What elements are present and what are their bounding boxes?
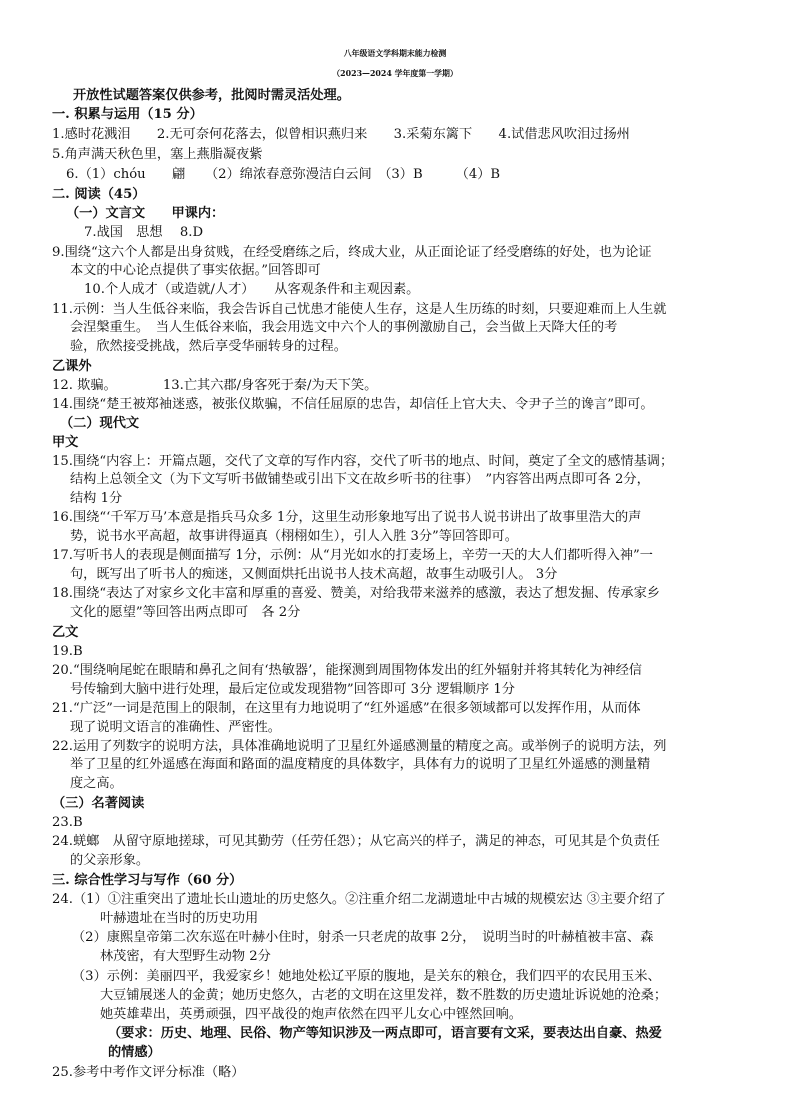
subsection-heading: 乙文 xyxy=(52,625,79,640)
answer-line: 6.（1）chóu 翩 （2）绵浓春意弥漫洁白云间 （3）B （4）B xyxy=(66,167,501,182)
answer-line: 现了说明文语言的准确性、严密性。 xyxy=(70,720,281,735)
subsection-heading: （二）现代文 xyxy=(60,416,140,431)
answer-line: 本文的中心论点提供了事实依据。”回答即可 xyxy=(70,263,321,278)
answer-line: （3）示例：美丽四平，我爱家乡！她地处松辽平原的腹地，是关东的粮仓，我们四平的农民用玉米、 xyxy=(72,969,661,984)
answer-line: 25.参考中考作文评分标准（略） xyxy=(52,1065,245,1080)
answer-line: 度之高。 xyxy=(70,776,123,791)
answer-line: 17.写听书人的表现是侧面描写 1分，示例：从“月光如水的打麦场上，辛劳一天的大人们都听得入神”一 xyxy=(52,548,653,563)
grading-notice: 开放性试题答案仅供参考，批阅时需灵活处理。 xyxy=(73,88,350,103)
answer-line: 结构 1分 xyxy=(70,491,123,506)
answer-line: 结构上总领全文（为下文写听书做铺垫或引出下文在故乡听书的往事） ”内容答出两点即可各 2分， xyxy=(70,472,650,487)
answer-line: 22.运用了列数字的说明方法，具体准确地说明了卫星红外遥感测量的精度之高。或举例子的说明方法，列 xyxy=(52,739,667,754)
answer-line: 叶赫遗址在当时的历史功用 xyxy=(100,911,259,926)
answer-line: 5.角声满天秋色里，塞上燕脂凝夜紫 xyxy=(52,147,263,162)
answer-line: 19.B xyxy=(52,644,83,659)
section-heading: 一. 积累与运用（15 分） xyxy=(52,107,203,122)
subsection-heading: （三）名著阅读 xyxy=(52,796,145,811)
answer-line: 大豆铺展迷人的金黄；她历史悠久，古老的文明在这里发祥，数不胜数的历史遗址诉说她的沧桑； xyxy=(100,988,668,1003)
answer-line: 1.感时花溅泪 2.无可奈何花落去，似曾相识燕归来 3.采菊东篱下 4.试借悲风吹泪过扬州 xyxy=(52,127,630,142)
subsection-heading: （一）文言文 甲课内： xyxy=(66,206,225,221)
answer-line: 20.“围绕响尾蛇在眼睛和鼻孔之间有‘热敏器’，能探测到周围物体发出的红外辐射并将其转化为神经信 xyxy=(52,663,642,678)
subsection-heading: 乙课外 xyxy=(52,359,92,374)
answer-line: 14.围绕“楚王被郑袖迷惑，被张仪欺骗，不信任屈原的忠告，却信任上官大夫、令尹子兰的谗言”即可。 xyxy=(52,397,654,412)
answer-line: 24.蜣螂 从留守原地搓球，可见其勤劳（任劳任怨）；从它高兴的样子，满足的神态，可见其是个负责任 xyxy=(52,834,660,849)
answer-line: 12. 欺骗。 13.亡其六郡/身客死于秦/为天下笑。 xyxy=(52,378,378,393)
answer-line: 的父亲形象。 xyxy=(70,853,150,868)
answer-line: （2）康熙皇帝第二次东巡在叶赫小住时，射杀一只老虎的故事 2分， 说明当时的叶赫植被丰富、森 xyxy=(72,930,654,945)
answer-line: 9.围绕“这六个人都是出身贫贱，在经受磨练之后，终成大业，从正面论证了经受磨练的好处，也为论证 xyxy=(52,245,652,260)
section-heading: 三. 综合性学习与写作（60 分） xyxy=(52,873,243,888)
answer-line: 号传输到大脑中进行处理，最后定位或发现猎物”回答即可 3分 逻辑顺序 1分 xyxy=(70,682,515,697)
answer-line: 18.围绕“表达了对家乡文化丰富和厚重的喜爱、赞美，对给我带来滋养的感激，表达了想发掘、传承家乡 xyxy=(52,586,660,601)
answer-line: 23.B xyxy=(52,815,83,830)
answer-line: 16.围绕“‘千军万马’本意是指兵马众多 1分，这里生动形象地写出了说书人说书讲出了故事里浩大的声 xyxy=(52,510,642,525)
answer-line: 句，既写出了听书人的痴迷，又侧面烘托出说书人技术高超，故事生动吸引人。 3分 xyxy=(70,567,558,582)
answer-line: 15.围绕“内容上：开篇点题，交代了文章的写作内容，交代了听书的地点、时间，奠定了全文的感情基调； xyxy=(52,454,674,469)
page-title: 八年级语文学科期末能力检测 xyxy=(343,49,447,58)
answer-line: 7.战国 思想 8.D xyxy=(84,225,204,240)
answer-line: 24.（1）①注重突出了遗址长山遗址的历史悠久。②注重介绍二龙湖遗址中古城的规模宏达 ③主要介绍了 xyxy=(52,892,666,907)
answer-line: 她英雄辈出，英勇顽强，四平战役的炮声依然在四平儿女心中铿然回响。 xyxy=(100,1007,522,1022)
answer-line: 21.“广泛”一词是范围上的限制，在这里有力地说明了“红外遥感”在很多领域都可以发挥作用，从而体 xyxy=(52,701,641,716)
answer-line: 验，欣然接受挑战，然后享受华丽转身的过程。 xyxy=(70,339,347,354)
subsection-heading: 甲文 xyxy=(52,435,79,450)
answer-line: 势，说书水平高超，故事讲得逼真（栩栩如生），引人入胜 3分”等回答即可。 xyxy=(70,529,518,544)
answer-line: 举了卫星的红外遥感在海面和路面的温度精度的具体数字，具体有力的说明了卫星红外遥感的测量精 xyxy=(70,757,651,772)
answer-line: 10.个人成才（或造就/人才） 从客观条件和主观因素。 xyxy=(84,282,420,297)
answer-line: 林茂密，有大型野生动物 2分 xyxy=(100,949,271,964)
requirement-note: （要求：历史、地理、民俗、物产等知识涉及一两点即可，语言要有文采，要表达出自豪、热爱 xyxy=(108,1026,662,1041)
requirement-note: 的情感） xyxy=(108,1045,161,1060)
section-heading: 二. 阅读（45） xyxy=(52,187,146,202)
answer-line: 文化的愿望”等回答出两点即可 各 2分 xyxy=(70,605,301,620)
page-subtitle: （2023—2024 学年度第一学期） xyxy=(332,69,458,78)
answer-line: 11.示例：当人生低谷来临，我会告诉自己忧患才能使人生存，这是人生历练的时刻，只要迎难而上人生就 xyxy=(52,302,667,317)
answer-line: 会涅槃重生。 当人生低谷来临，我会用选文中六个人的事例激励自己，会当做上天降大任的考 xyxy=(70,320,618,335)
